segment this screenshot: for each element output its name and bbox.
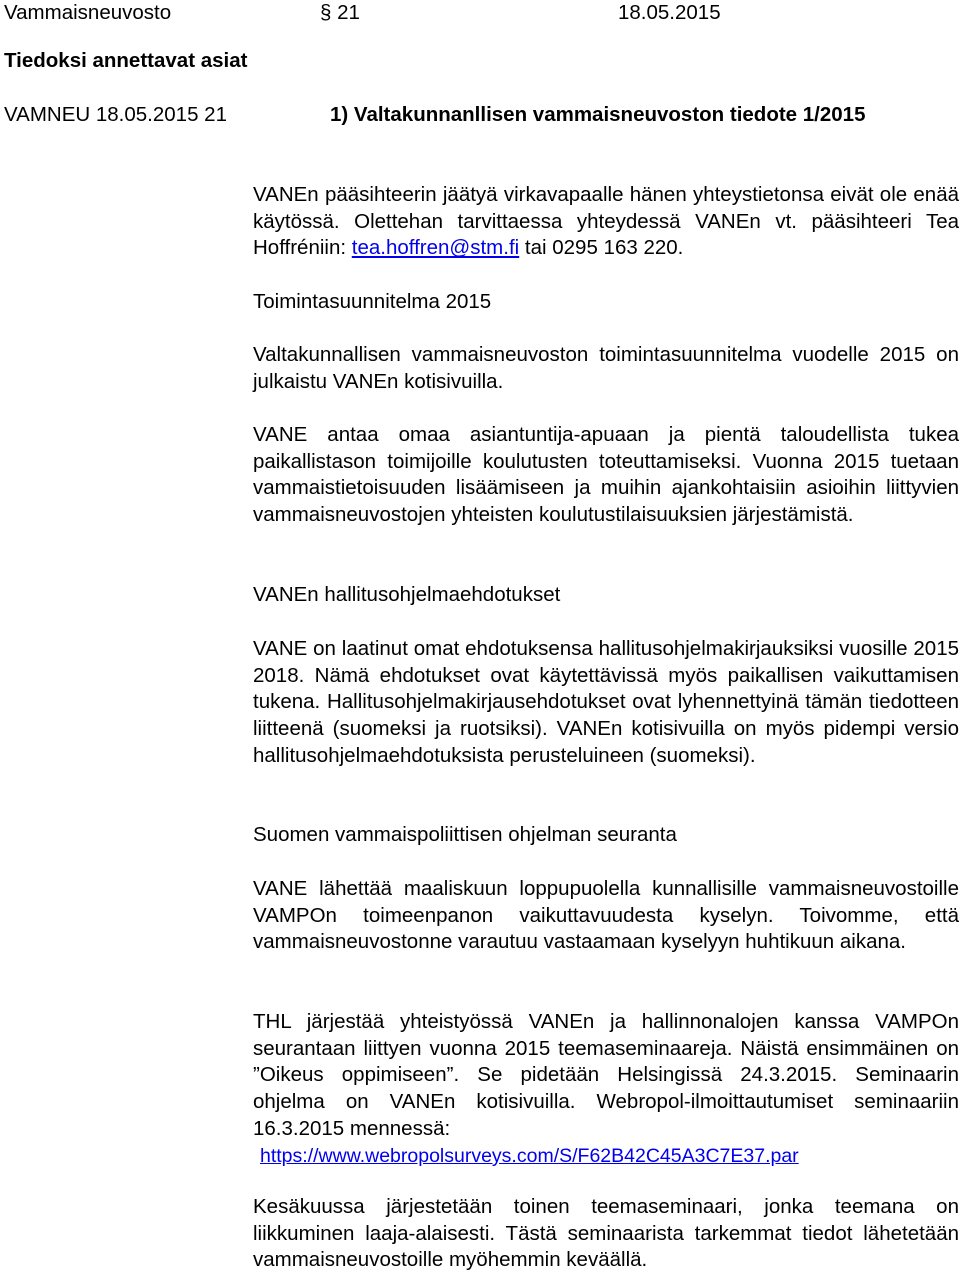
header-date: 18.05.2015 xyxy=(618,1,721,24)
second-seminar-paragraph: Kesäkuussa järjestetään toinen teemaseminaari, jonka teemana on liikkuminen laaja-alaisesti. Tästä seminaarista tarkemmat tiedot lähetetään vammaisneuvostoille myöhemmin keväällä. xyxy=(253,1195,959,1272)
seminar-block xyxy=(253,1009,959,1143)
registration-link[interactable]: https://www.webropolsurveys.com/S/F62B42C45A3C7E37.par xyxy=(260,1145,799,1167)
action-plan-block xyxy=(253,342,959,395)
monitoring-heading: Suomen vammaispoliittisen ohjelman seuranta xyxy=(253,823,677,846)
government-heading-block xyxy=(253,582,959,609)
support-block xyxy=(253,422,959,529)
second-seminar-block xyxy=(253,1194,959,1274)
survey-paragraph: VANE lähettää maaliskuun loppupuolella kunnallisille vammaisneuvostoille VAMPOn toimeenpanon vaikuttavuudesta kyselyn. Toivomme, että vammaisneuvostonne varautuu vastaamaan kyselyyn huhtikuun aikana. xyxy=(253,877,959,954)
government-block xyxy=(253,636,959,770)
survey-block xyxy=(253,876,959,956)
contact-text-after: tai 0295 163 220. xyxy=(519,236,684,260)
action-plan-paragraph: Valtakunnallisen vammaisneuvoston toimintasuunnitelma vuodelle 2015 on julkaistu VANEn kotisivuilla. xyxy=(253,343,959,393)
header-section-number: § 21 xyxy=(320,1,360,24)
seminar-paragraph: THL järjestää yhteistyössä VANEn ja hallinnonalojen kanssa VAMPOn seurantaan liittyen vuonna 2015 teemaseminaareja. Näistä ensimmäinen on ”Oikeus oppimiseen”. Se pidetään Helsingissä 24.3.2015. Seminaarin ohjelma on VANEn kotisivuilla. Webropol-ilmoittautumiset seminaariin 16.3.2015 mennessä: xyxy=(253,1010,959,1140)
header-organization: Vammaisneuvosto xyxy=(4,1,172,24)
contact-text-before: VANEn pääsihteerin jäätyä virkavapaalle hänen yhteystietonsa eivät ole enää käytössä. Olettehan tarvittaessa yhteydessä VANEn vt. pääsihteeri Tea Hoffréniin: xyxy=(253,183,959,260)
page-subheading: Tiedoksi annettavat asiat xyxy=(4,49,248,72)
monitoring-heading-block xyxy=(253,822,959,849)
support-paragraph: VANE antaa omaa asiantuntija-apuaan ja pientä taloudellista tukea paikallistason toimijoille koulutusten toteuttamiseksi. Vuonna 2015 tuetaan vammaistietoisuuden lisäämiseen ja muihin ajankohtaisiin asioihin liittyvien vammaisneuvostojen yhteisten koulutustilaisuuksien järjestämistä. xyxy=(253,423,959,527)
action-plan-heading: Toimintasuunnitelma 2015 xyxy=(253,290,492,313)
reference-title: 1) Valtakunnanllisen vammaisneuvoston tiedote 1/2015 xyxy=(330,103,866,126)
contact-block xyxy=(253,182,959,262)
government-heading: VANEn hallitusohjelmaehdotukset xyxy=(253,583,561,606)
action-plan-heading-block xyxy=(253,289,959,316)
reference-id: VAMNEU 18.05.2015 21 xyxy=(4,103,227,126)
email-link[interactable]: tea.hoffren@stm.fi xyxy=(351,236,520,260)
government-paragraph: VANE on laatinut omat ehdotuksensa hallitusohjelmakirjauksiksi vuosille 2015 2018. Nämä ehdotukset ovat käytettävissä myös paikallisen vaikuttamisen tukena. Hallitusohjelmakirjausehdotukset ovat lyhennettyinä tämän tiedotteen liitteenä (suomeksi ja ruotsiksi). VANEn kotisivuilla on myös pidempi versio hallitusohjelmaehdotuksista perusteluineen (suomeksi). xyxy=(253,637,959,767)
contact-paragraph xyxy=(253,182,959,262)
